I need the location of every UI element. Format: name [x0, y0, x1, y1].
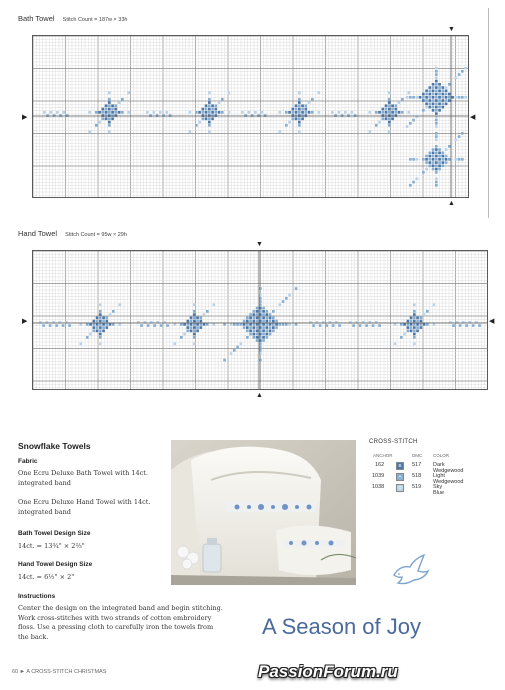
instructions-text: Center the design on the integrated band and begin stitching. Work cross-stitches with two strands of cotton embroidery floss. Use a pressing cloth to carefully iron the towels from the back.: [18, 604, 223, 641]
bath-towel-chart-grid: [32, 35, 469, 198]
hand-center-arrow-top-icon: ▼: [256, 241, 263, 248]
dove-icon: [390, 553, 430, 589]
bath-towel-title: Bath Towel: [18, 14, 55, 23]
key-row-color: Sky Blue: [433, 484, 445, 496]
key-row-anchor: 162: [375, 462, 385, 468]
key-row-dmc: 519: [412, 484, 422, 490]
season-title: A Season of Joy: [262, 614, 421, 639]
hand-towel-chart-grid: [32, 250, 488, 390]
key-row-dmc: 517: [412, 462, 422, 468]
towels-photo-image: [171, 440, 356, 585]
key-col-anchor: ANCHOR: [373, 453, 393, 458]
instructions-heading: Instructions: [18, 593, 56, 600]
key-symbol-light: A: [396, 473, 404, 481]
project-heading: Snowflake Towels: [18, 441, 91, 451]
hand-towel-pattern: [33, 251, 487, 389]
bath-size-heading: Bath Towel Design Size: [18, 530, 91, 537]
key-row-dmc: 518: [412, 473, 422, 479]
towels-photo: [171, 440, 356, 585]
key-row-color: Dark Wedgewood: [433, 462, 464, 474]
watermark-text: PassionForum.ru: [258, 662, 398, 681]
key-col-color: COLOR: [433, 453, 450, 458]
hand-size-value: 14ct. = 6½" × 2": [18, 573, 75, 581]
key-row-anchor: 1038: [372, 484, 385, 490]
hand-center-arrow-right-icon: ◀: [489, 318, 495, 325]
key-row-anchor: 1039: [372, 473, 385, 479]
center-arrow-right-icon: ◀: [470, 114, 476, 121]
bath-towel-pattern: [33, 36, 468, 197]
page-divider: [488, 8, 489, 218]
color-key: [369, 439, 464, 496]
fabric-item-hand: One Ecru Deluxe Hand Towel with 14ct. integrated band: [18, 498, 151, 516]
hand-center-arrow-left-icon: ▶: [22, 318, 28, 325]
key-title: CROSS-STITCH: [369, 439, 418, 445]
key-symbol-sky: O: [396, 484, 404, 492]
bath-towel-chart-title: [18, 14, 127, 23]
hand-towel-chart-title: [18, 229, 127, 238]
hand-center-arrow-bottom-icon: ▲: [256, 392, 263, 399]
center-arrow-left-icon: ▶: [22, 114, 28, 121]
center-arrow-top-icon: ▼: [448, 26, 455, 33]
key-col-dmc: DMC: [412, 453, 423, 458]
hand-towel-title: Hand Towel: [18, 229, 58, 238]
fabric-heading: Fabric: [18, 458, 38, 465]
center-arrow-bottom-icon: ▲: [448, 200, 455, 207]
bath-size-value: 14ct. = 13¾" × 2⅔": [18, 542, 85, 550]
hand-size-heading: Hand Towel Design Size: [18, 561, 93, 568]
hand-towel-stitch-count: Stitch Count = 95w × 29h: [65, 232, 127, 238]
key-row-color: Light Wedgewood: [433, 473, 464, 485]
fabric-item-bath: One Ecru Deluxe Bath Towel with 14ct. integrated band: [18, 469, 148, 487]
key-symbol-dark: B: [396, 462, 404, 470]
bath-towel-stitch-count: Stitch Count = 187w × 33h: [62, 17, 128, 23]
page-footer: 60 ► A CROSS-STITCH CHRISTMAS: [12, 669, 107, 675]
